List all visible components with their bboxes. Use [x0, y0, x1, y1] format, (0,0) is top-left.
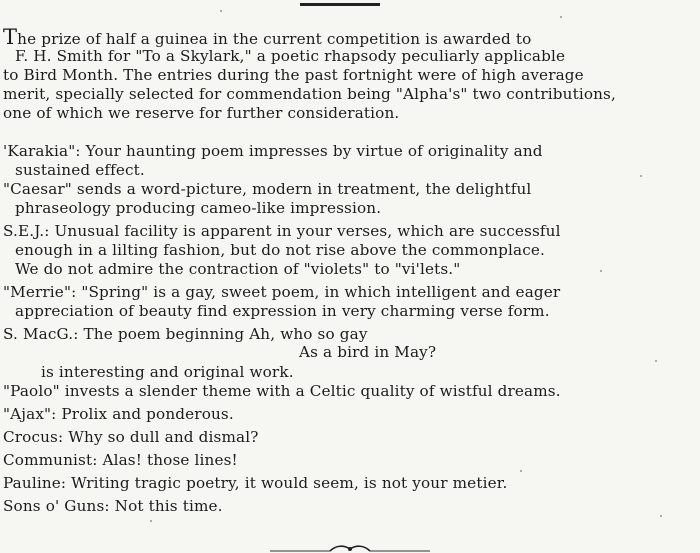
entry-smacg-verse: As a bird in May? [299, 343, 437, 361]
print-speck [520, 470, 522, 472]
entry-merrie-cont: appreciation of beauty find expression in very charming verse form. [15, 302, 550, 320]
entry-sej: S.E.J.: Unusual facility is apparent in your verses, which are successful [3, 222, 561, 240]
entry-paolo: "Paolo" invests a slender theme with a Celtic quality of wistful dreams. [3, 382, 561, 400]
print-speck [150, 520, 152, 522]
entry-sons-o-guns: Sons o' Guns: Not this time. [3, 497, 223, 515]
entry-communist: Communist: Alas! those lines! [3, 451, 238, 469]
entry-sej-cont-1: enough in a lilting fashion, but do not rise above the commonplace. [15, 241, 546, 259]
entry-caesar-cont: phraseology producing cameo-like impression. [15, 199, 382, 217]
print-speck [660, 515, 662, 517]
entry-ajax: "Ajax": Prolix and ponderous. [3, 405, 234, 423]
print-speck [560, 16, 562, 18]
entry-pauline: Pauline: Writing tragic poetry, it would seem, is not your metier. [3, 474, 508, 492]
print-speck [640, 175, 642, 177]
bottom-ornament [270, 543, 430, 553]
print-speck [655, 360, 657, 362]
entry-merrie: "Merrie": "Spring" is a gay, sweet poem, in which intelligent and eager [3, 283, 561, 301]
entry-smacg-cont: is interesting and original work. [41, 363, 294, 381]
top-rule [300, 3, 380, 6]
entry-smacg: S. MacG.: The poem beginning Ah, who so gay [3, 325, 368, 343]
intro-line-1 [3, 25, 532, 49]
intro-line-3: to Bird Month. The entries during the past fortnight were of high average [3, 66, 584, 84]
entry-crocus: Crocus: Why so dull and dismal? [3, 428, 259, 446]
print-speck [220, 10, 222, 12]
entry-caesar: "Caesar" sends a word-picture, modern in treatment, the delightful [3, 180, 532, 198]
intro-line-4: merit, specially selected for commendation being "Alpha's" two contributions, [3, 85, 616, 103]
entry-karakia-cont: sustained effect. [15, 161, 145, 179]
intro-line-1-text: he prize of half a guinea in the current competition is awarded to [17, 30, 532, 48]
entry-sej-cont-2: We do not admire the contraction of "violets" to "vi'lets." [15, 260, 461, 278]
intro-line-2: F. H. Smith for "To a Skylark," a poetic rhapsody peculiarly applicable [15, 47, 566, 65]
entry-karakia: 'Karakia": Your haunting poem impresses by virtue of originality and [3, 142, 543, 160]
print-speck [600, 270, 602, 272]
intro-line-5: one of which we reserve for further consideration. [3, 104, 400, 122]
drop-cap: T [3, 25, 18, 49]
